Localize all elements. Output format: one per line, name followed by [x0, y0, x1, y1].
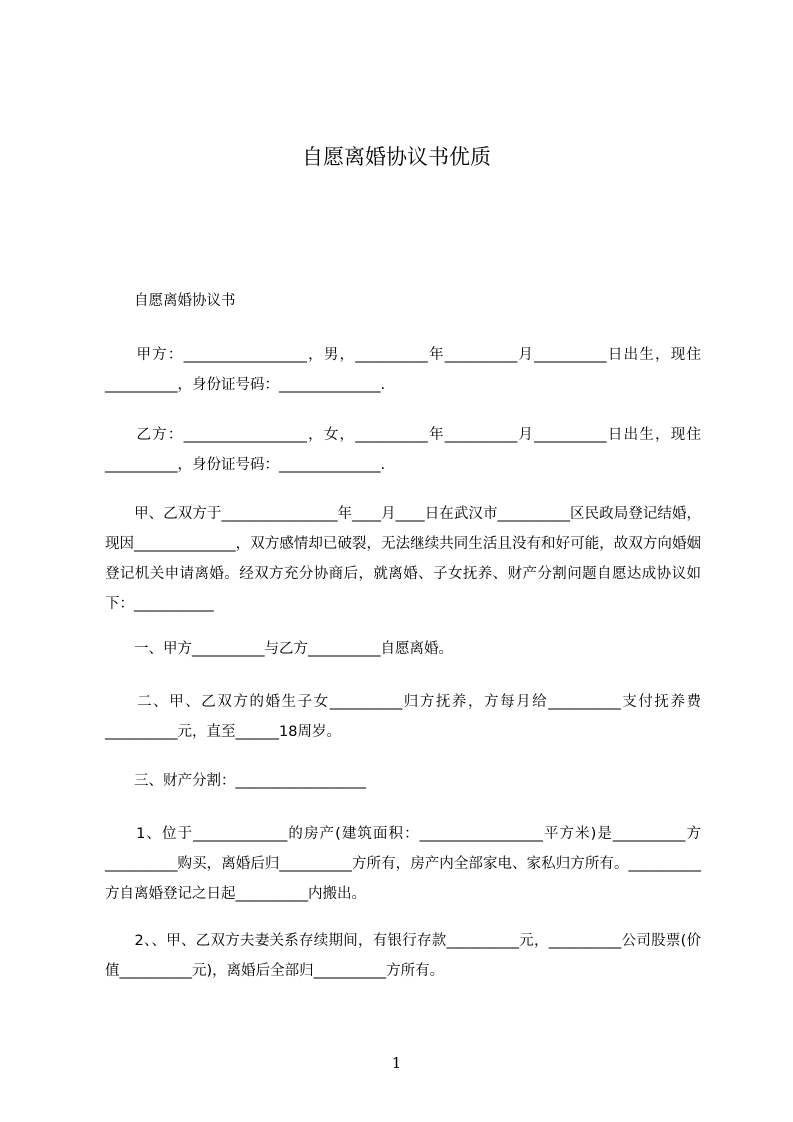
property-item-2-paragraph: 2、、甲、乙双方夫妻关系存续期间，有银行存款__________元，__________公司股票(价值__________元)，离婚后全部归__________方所有。 — [105, 933, 701, 979]
page-number: 1 — [391, 1054, 402, 1072]
marriage-paragraph: 甲、乙双方于________________年____月____日在武汉市__________区民政局登记结婚，现因______________，双方感情却已破裂，无法继续共同生活且没有和好可能，故双方向婚姻登记机关申请离婚。经双方充分协商后，就离婚、子女抚养、财产分割问题自愿达成协议如下：___________ — [105, 506, 701, 612]
clause-3-paragraph: 三、财产分割：__________________ — [105, 773, 366, 789]
section-heading: 自愿离婚协议书 — [105, 293, 236, 309]
party-b-paragraph: 乙方：_________________，女，__________年__________月__________日出生，现住__________，身份证号码：______________. — [105, 427, 701, 473]
party-a-paragraph: 甲方：_________________，男，__________年__________月__________日出生，现住__________，身份证号码：______________. — [105, 347, 701, 393]
clause-1-paragraph: 一、甲方__________与乙方__________自愿离婚。 — [105, 641, 453, 657]
property-item-1-paragraph: 1、位于_____________的房产(建筑面积：_________________平方米)是__________方__________购买，离婚后归__________方所有，房产内全部家电、家私归方所有。__________方自离婚登记之日起__________内搬出。 — [105, 826, 701, 902]
page-title: 自愿离婚协议书优质 — [302, 145, 491, 169]
clause-2-paragraph: 二、甲、乙双方的婚生子女__________归方抚养，方每月给__________支付抚养费__________元，直至______18周岁。 — [105, 694, 701, 740]
